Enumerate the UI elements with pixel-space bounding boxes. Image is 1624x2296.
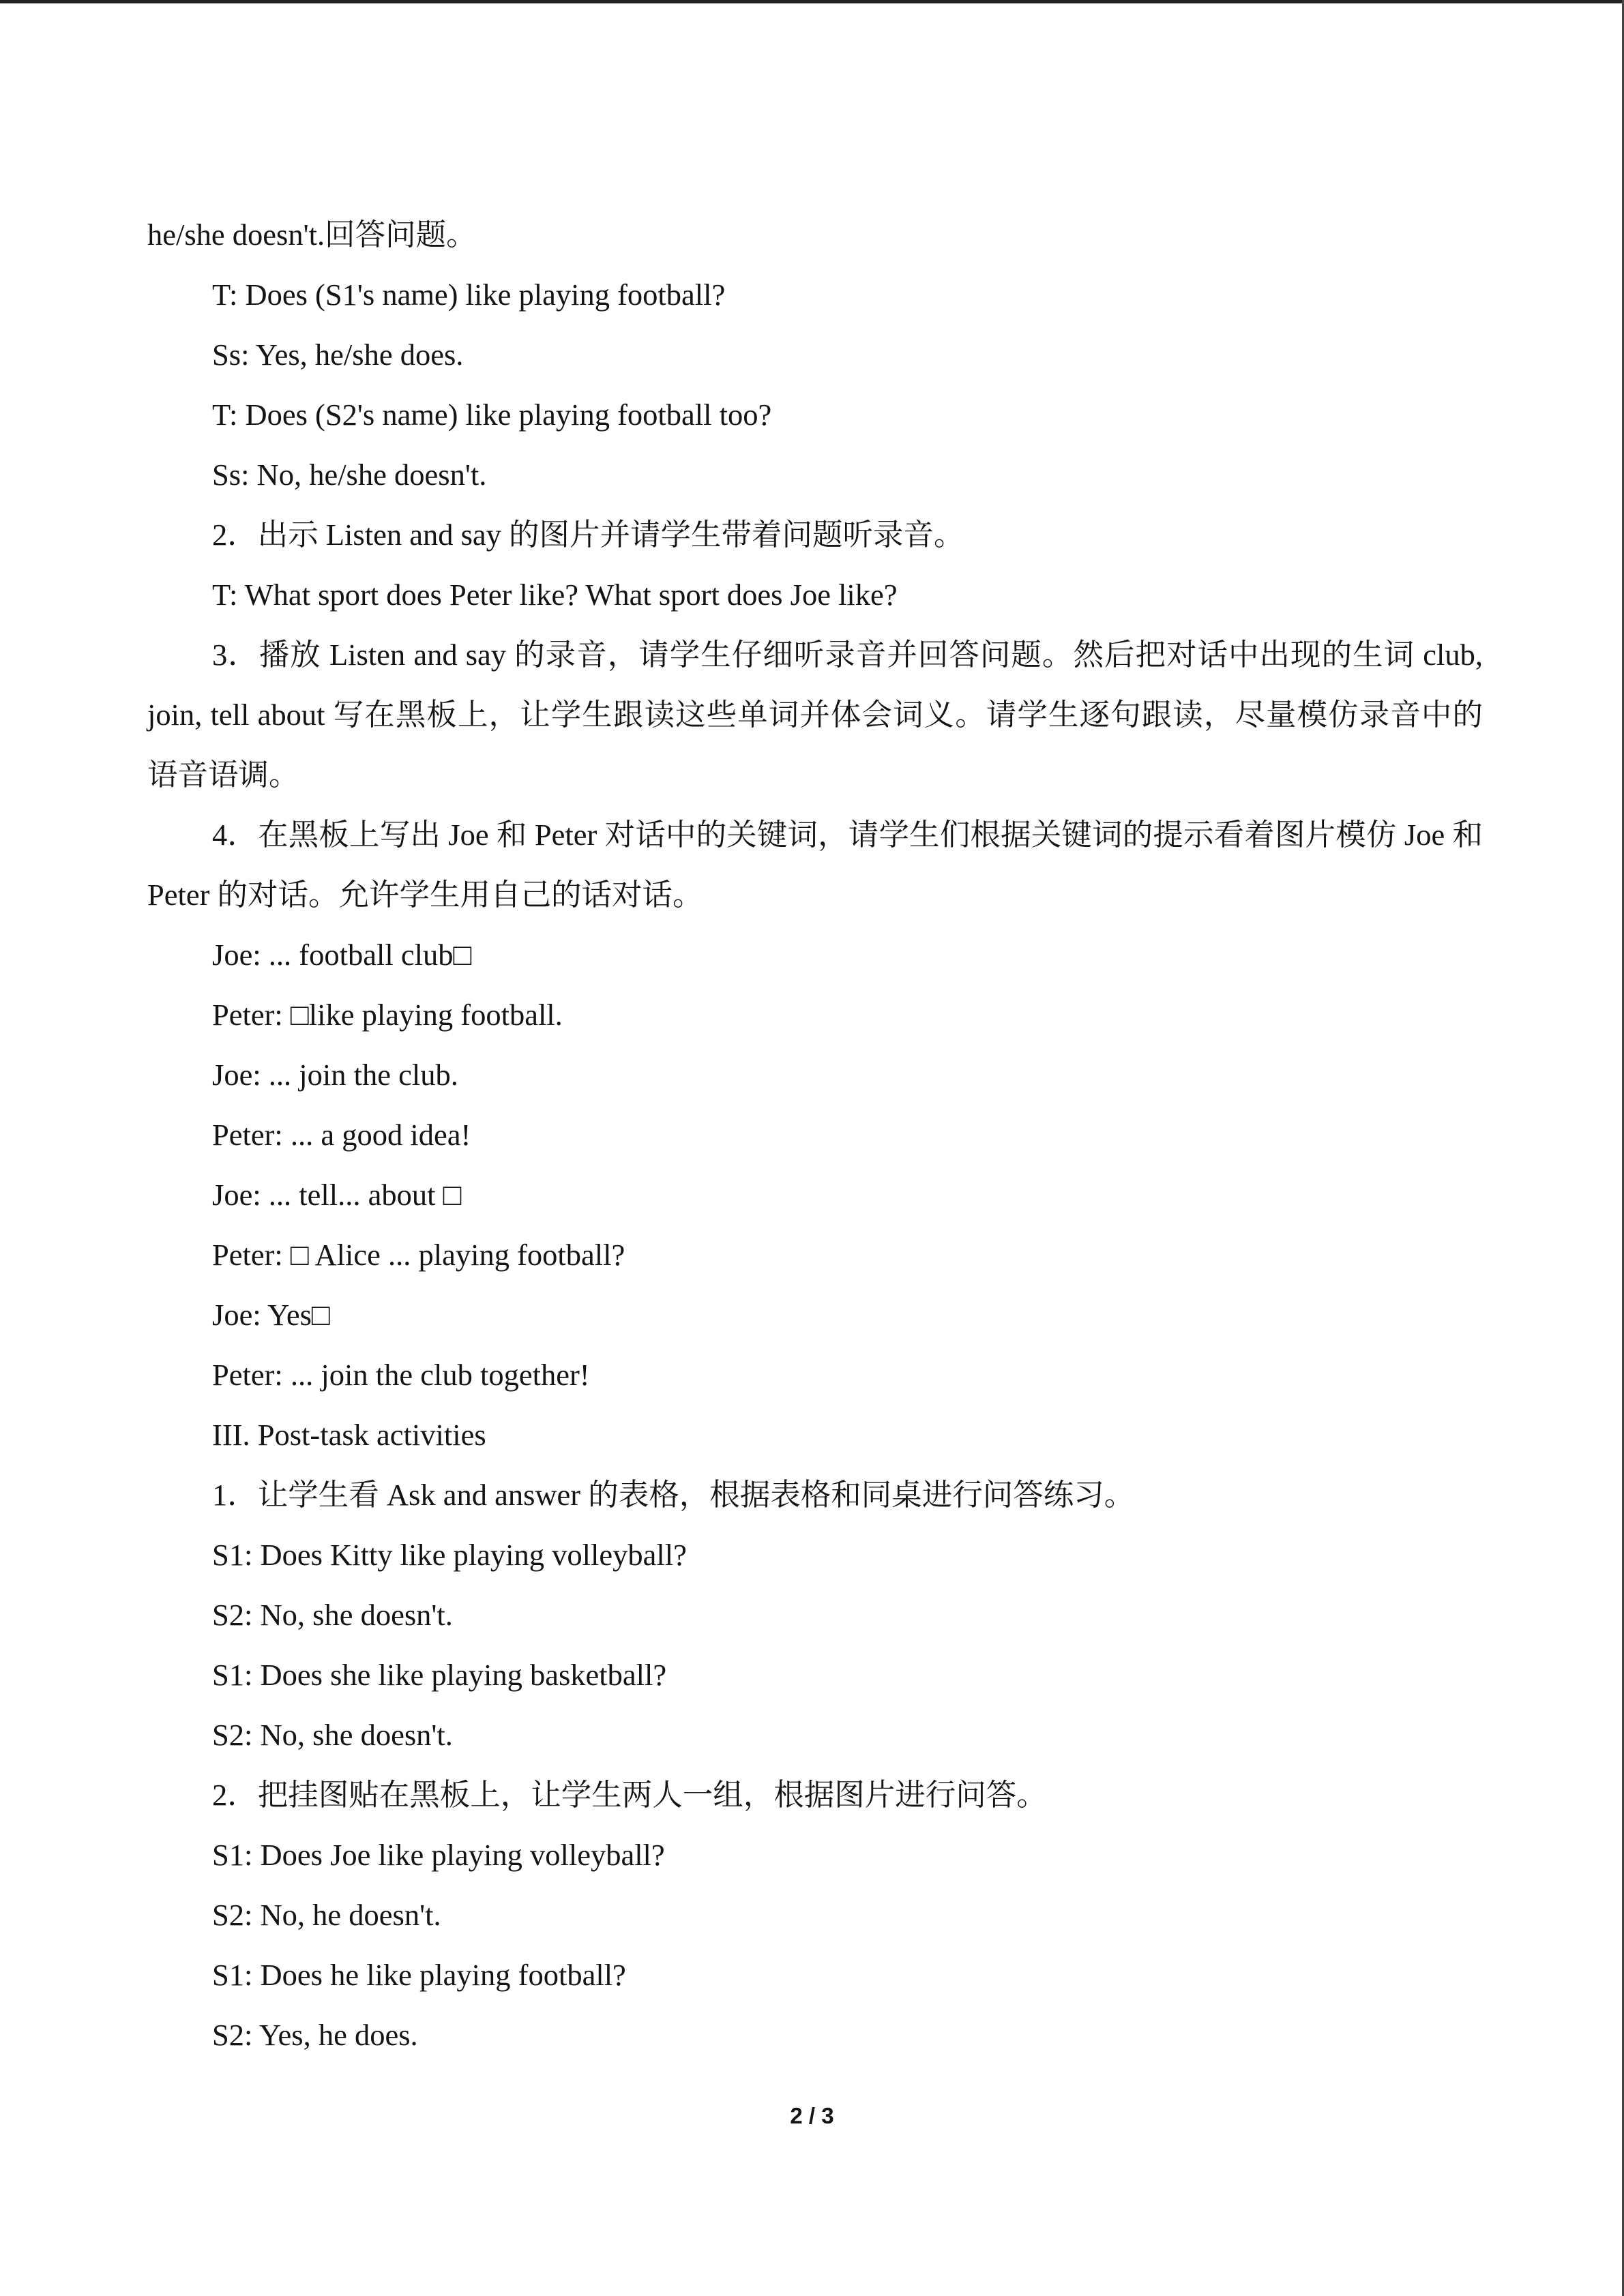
section-heading: III. Post-task activities — [212, 1418, 486, 1452]
text-line: S1: Does Joe like playing volleyball? — [212, 1838, 665, 1872]
dialogue-line: Peter: ... join the club together! — [212, 1358, 590, 1392]
text-line: 2．出示 Listen and say 的图片并请学生带着问题听录音。 — [212, 518, 964, 552]
top-border — [0, 0, 1624, 3]
dialogue-line: Joe: ... tell... about □ — [212, 1178, 462, 1212]
dialogue-line: Joe: ... football club□ — [212, 938, 472, 972]
text-line: S1: Does she like playing basketball? — [212, 1658, 667, 1692]
text-line: S2: No, he doesn't. — [212, 1898, 441, 1932]
text-line: T: Does (S2's name) like playing football too? — [212, 398, 772, 432]
dialogue-line: Joe: Yes□ — [212, 1298, 330, 1332]
text-line: 2．把挂图贴在黑板上，让学生两人一组，根据图片进行问答。 — [212, 1778, 1047, 1812]
text-line: S2: Yes, he does. — [212, 2018, 418, 2052]
text-line: S1: Does Kitty like playing volleyball? — [212, 1538, 687, 1572]
dialogue-line: Peter: □like playing football. — [212, 998, 563, 1032]
dialogue-line: Joe: ... join the club. — [212, 1058, 458, 1092]
dialogue-line: Peter: ... a good idea! — [212, 1118, 471, 1152]
dialogue-line: Peter: □ Alice ... playing football? — [212, 1238, 625, 1272]
text-line: S2: No, she doesn't. — [212, 1718, 453, 1752]
paragraph-step-4: 4．在黑板上写出 Joe 和 Peter 对话中的关键词，请学生们根据关键词的提示看着图片模仿 Joe 和 Peter 的对话。允许学生用自己的话对话。 — [147, 818, 1483, 912]
text-line: S1: Does he like playing football? — [212, 1958, 626, 1992]
text-line: S2: No, she doesn't. — [212, 1598, 453, 1632]
text-line: Ss: Yes, he/she does. — [212, 338, 464, 372]
text-line: 1．让学生看 Ask and answer 的表格，根据表格和同桌进行问答练习。 — [212, 1478, 1135, 1512]
text-line: T: Does (S1's name) like playing football? — [212, 278, 726, 312]
page-number: 2 / 3 — [790, 2103, 834, 2128]
page-content — [147, 205, 1483, 2065]
text-line: T: What sport does Peter like? What sport does Joe like? — [212, 578, 898, 612]
text-line: Ss: No, he/she doesn't. — [212, 458, 487, 492]
paragraph-step-3: 3．播放 Listen and say 的录音，请学生仔细听录音并回答问题。然后把对话中出现的生词 club, join, tell about 写在黑板上，让学生跟读这些单词并体会词义。请学生逐句跟读，尽量模仿录音中的语音语调。 — [147, 638, 1483, 792]
text-line: he/she doesn't.回答问题。 — [147, 218, 477, 252]
